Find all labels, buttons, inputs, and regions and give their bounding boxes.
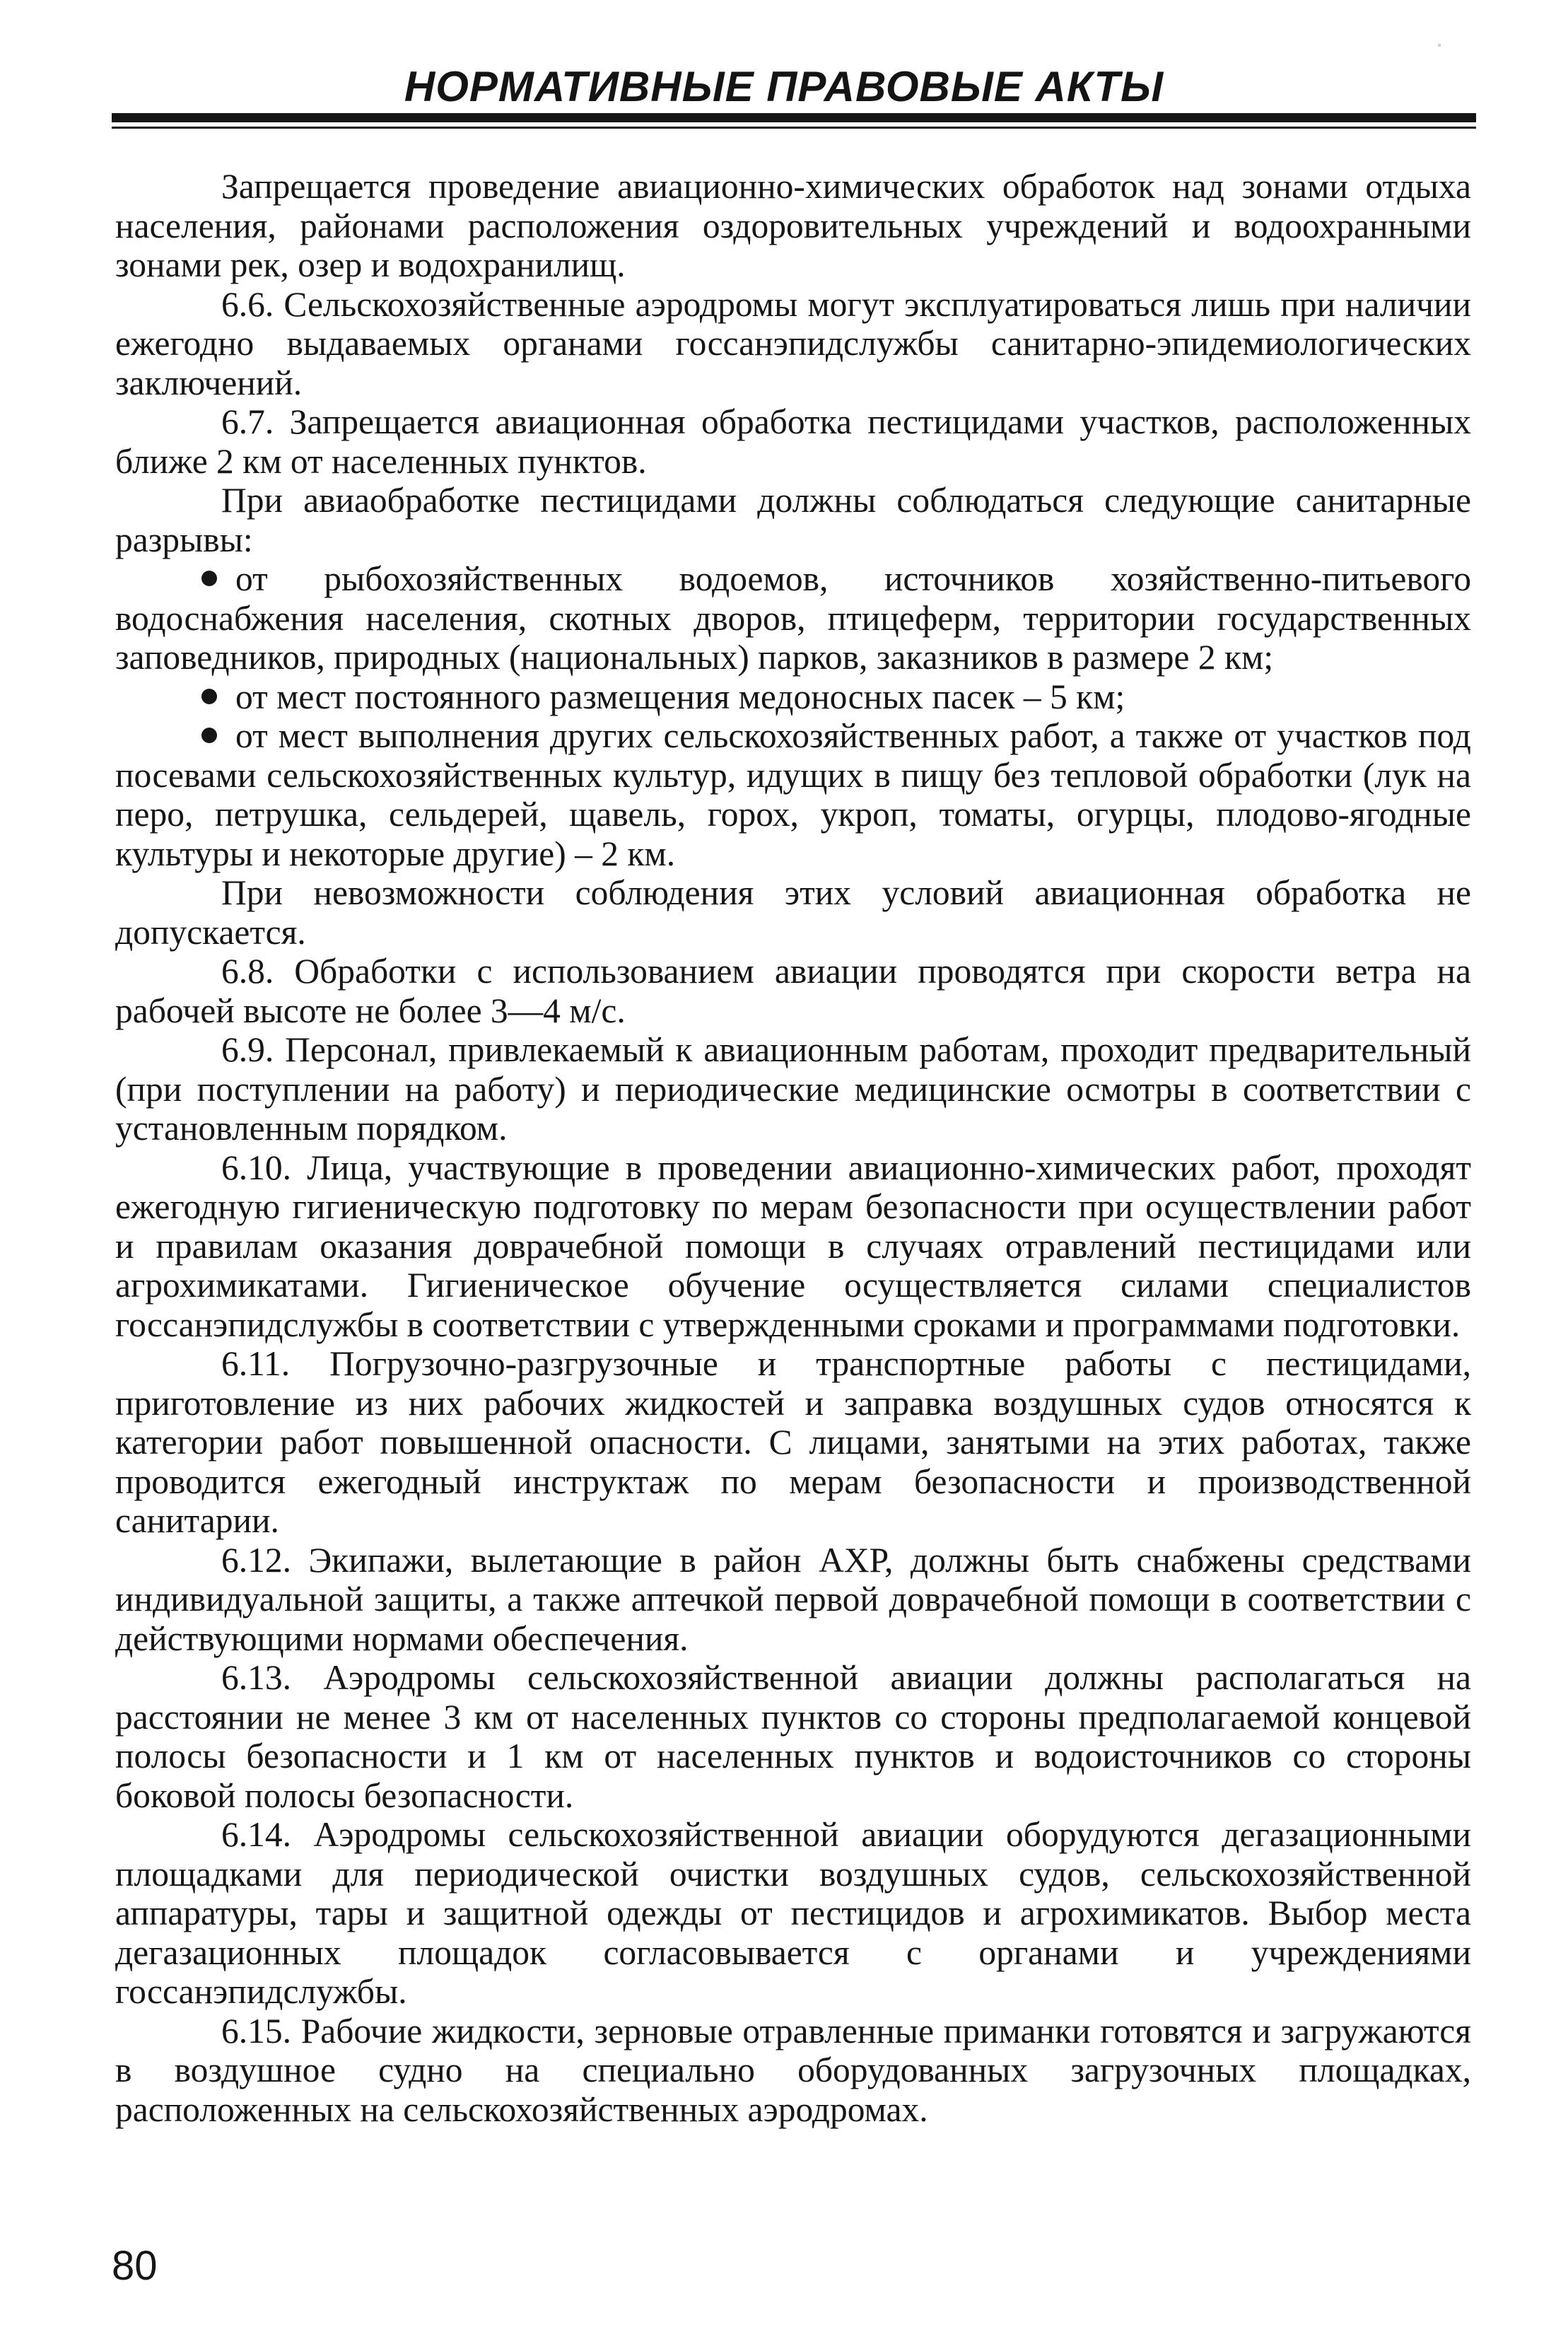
bullet-item bbox=[115, 559, 1471, 677]
paragraph bbox=[115, 1148, 1471, 1345]
paragraph bbox=[115, 873, 1471, 952]
section-header-title: НОРМАТИВНЫЕ ПРАВОВЫЕ АКТЫ bbox=[404, 63, 1164, 110]
paragraph-text: 6.8. Обработки с использованием авиации проводятся при скорости ветра на рабочей высоте не более 3—4 м/с. bbox=[115, 952, 1471, 1030]
paragraph bbox=[115, 402, 1471, 481]
paragraph bbox=[115, 1658, 1471, 1815]
paragraph bbox=[115, 167, 1471, 285]
paragraph-text: При невозможности соблюдения этих условий авиационная обработка не допускается. bbox=[115, 873, 1471, 952]
paragraph bbox=[115, 952, 1471, 1030]
bullet-dot-icon bbox=[201, 571, 217, 586]
paragraph-text: 6.9. Персонал, привлекаемый к авиационным работам, проходит предварительный (при поступлении на работу) и периодические медицинские осмотры в соответствии с установленным порядком. bbox=[115, 1030, 1471, 1148]
bullet-text: от рыбохозяйственных водоемов, источников хозяйственно-питьевого водоснабжения населения, скотных дворов, птицеферм, территории государственных заповедников, природных (национальных) парков, заказников в размере 2 км; bbox=[115, 559, 1471, 677]
paragraph bbox=[115, 1344, 1471, 1541]
paragraph bbox=[115, 2012, 1471, 2130]
header-rule-thin bbox=[112, 127, 1476, 129]
paragraph-text: 6.10. Лица, участвующие в проведении авиационно-химических работ, проходят ежегодную гигиеническую подготовку по мерам безопасности при осуществлении работ и правилам оказания доврачебной помощи в случаях отравлений пестицидами или агрохимикатами. Гигиеническое обучение осуществляется силами специалистов госсанэпидслужбы в соответствии с утвержденными сроками и программами подготовки. bbox=[115, 1148, 1471, 1344]
paragraph bbox=[115, 481, 1471, 559]
paragraph-text: 6.7. Запрещается авиационная обработка пестицидами участков, расположенных ближе 2 км от населенных пунктов. bbox=[115, 402, 1471, 481]
bullet-text: от мест выполнения других сельскохозяйственных работ, а также от участков под посевами сельскохозяйственных культур, идущих в пищу без тепловой обработки (лук на перо, петрушка, сельдерей, щавель, горох, укроп, томаты, огурцы, плодово-ягодные культуры и некоторые другие) – 2 км. bbox=[115, 716, 1471, 873]
bullet-item bbox=[115, 677, 1471, 717]
page-number: 80 bbox=[112, 2243, 158, 2289]
paragraph bbox=[115, 1541, 1471, 1659]
header-rule-thick bbox=[112, 113, 1476, 122]
paragraph bbox=[115, 1030, 1471, 1148]
bullet-item bbox=[115, 716, 1471, 873]
bullet-text: от мест постоянного размещения медоносных пасек – 5 км; bbox=[235, 677, 1125, 716]
document-body bbox=[115, 167, 1471, 2129]
bullet-dot-icon bbox=[201, 728, 217, 743]
paragraph-text: 6.15. Рабочие жидкости, зерновые отравленные приманки готовятся и загружаются в воздушное судно на специально оборудованных загрузочных площадках, расположенных на сельскохозяйственных аэродромах. bbox=[115, 2011, 1471, 2129]
paragraph-text: 6.12. Экипажи, вылетающие в район АХР, должны быть снабжены средствами индивидуальной защиты, а также аптечкой первой доврачебной помощи в соответствии с действующими нормами обеспечения. bbox=[115, 1540, 1471, 1658]
paragraph-text: 6.11. Погрузочно-разгрузочные и транспортные работы с пестицидами, приготовление из них рабочих жидкостей и заправка воздушных судов относятся к категории работ повышенной опасности. С лицами, занятыми на этих работах, также проводится ежегодный инструктаж по мерам безопасности и производственной санитарии. bbox=[115, 1344, 1471, 1540]
paragraph bbox=[115, 285, 1471, 403]
paragraph-text: При авиаобработке пестицидами должны соблюдаться следующие санитарные разрывы: bbox=[115, 481, 1471, 559]
paragraph-text: Запрещается проведение авиационно-химических обработок над зонами отдыха населения, районами расположения оздоровительных учреждений и водоохранными зонами рек, озер и водохранилищ. bbox=[115, 167, 1471, 284]
scan-speck bbox=[1438, 44, 1441, 47]
paragraph bbox=[115, 1815, 1471, 2012]
bullet-dot-icon bbox=[201, 689, 217, 704]
paragraph-text: 6.6. Сельскохозяйственные аэродромы могут эксплуатироваться лишь при наличии ежегодно выдаваемых органами госсанэпидслужбы санитарно-эпидемиологических заключений. bbox=[115, 284, 1471, 402]
paragraph-text: 6.14. Аэродромы сельскохозяйственной авиации оборудуются дегазационными площадками для периодической очистки воздушных судов, сельскохозяйственной аппаратуры, тары и защитной одежды от пестицидов и агрохимикатов. Выбор места дегазационных площадок согласовывается с органами и учреждениями госсанэпидслужбы. bbox=[115, 1815, 1471, 2011]
paragraph-text: 6.13. Аэродромы сельскохозяйственной авиации должны располагаться на расстоянии не менее 3 км от населенных пунктов со стороны предполагаемой концевой полосы безопасности и 1 км от населенных пунктов и водоисточников со стороны боковой полосы безопасности. bbox=[115, 1658, 1471, 1815]
